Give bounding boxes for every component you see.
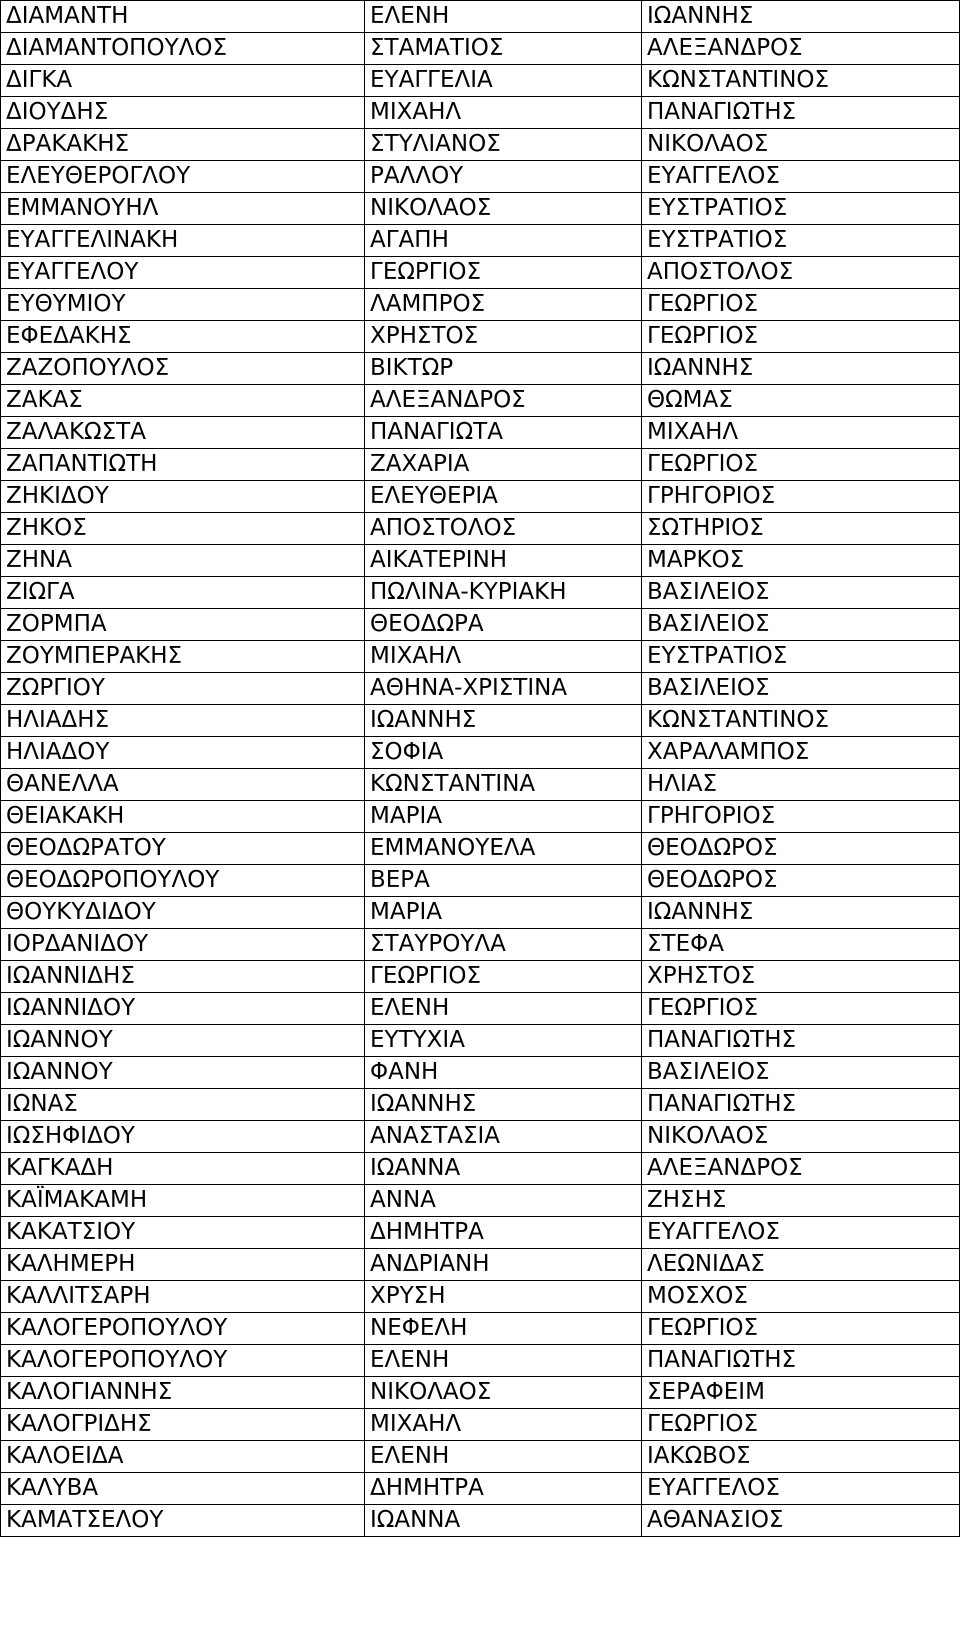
surname-cell: ΕΦΕΔΑΚΗΣ — [1, 321, 365, 353]
table-row — [1, 545, 960, 577]
first-name-cell: ΡΑΛΛΟΥ — [365, 161, 642, 193]
first-name-cell: ΘΕΟΔΩΡΑ — [365, 609, 642, 641]
surname-cell: ΘΕΟΔΩΡΑΤΟΥ — [1, 833, 365, 865]
first-name-cell: ΑΝΑΣΤΑΣΙΑ — [365, 1121, 642, 1153]
table-row — [1, 1409, 960, 1441]
names-table-body — [1, 1, 960, 1537]
first-name-cell: ΕΥΑΓΓΕΛΙΑ — [365, 65, 642, 97]
father-name-cell: ΒΑΣΙΛΕΙΟΣ — [642, 577, 960, 609]
father-name-cell: ΓΕΩΡΓΙΟΣ — [642, 1313, 960, 1345]
table-row — [1, 65, 960, 97]
first-name-cell: ΝΕΦΕΛΗ — [365, 1313, 642, 1345]
surname-cell: ΔΡΑΚΑΚΗΣ — [1, 129, 365, 161]
first-name-cell: ΕΛΕΝΗ — [365, 1, 642, 33]
father-name-cell: ΓΕΩΡΓΙΟΣ — [642, 993, 960, 1025]
first-name-cell: ΑΠΟΣΤΟΛΟΣ — [365, 513, 642, 545]
first-name-cell: ΑΛΕΞΑΝΔΡΟΣ — [365, 385, 642, 417]
father-name-cell: ΗΛΙΑΣ — [642, 769, 960, 801]
father-name-cell: ΠΑΝΑΓΙΩΤΗΣ — [642, 1345, 960, 1377]
table-row — [1, 1505, 960, 1537]
father-name-cell: ΒΑΣΙΛΕΙΟΣ — [642, 609, 960, 641]
table-row — [1, 609, 960, 641]
first-name-cell: ΠΩΛΙΝΑ-ΚΥΡΙΑΚΗ — [365, 577, 642, 609]
table-row — [1, 193, 960, 225]
table-row — [1, 1473, 960, 1505]
table-row — [1, 641, 960, 673]
table-row — [1, 801, 960, 833]
first-name-cell: ΑΓΑΠΗ — [365, 225, 642, 257]
table-row — [1, 833, 960, 865]
father-name-cell: ΒΑΣΙΛΕΙΟΣ — [642, 1057, 960, 1089]
first-name-cell: ΑΝΔΡΙΑΝΗ — [365, 1249, 642, 1281]
table-row — [1, 257, 960, 289]
father-name-cell: ΓΡΗΓΟΡΙΟΣ — [642, 481, 960, 513]
father-name-cell: ΕΥΑΓΓΕΛΟΣ — [642, 161, 960, 193]
first-name-cell: ΙΩΑΝΝΑ — [365, 1153, 642, 1185]
table-row — [1, 705, 960, 737]
table-row — [1, 33, 960, 65]
first-name-cell: ΣΤΥΛΙΑΝΟΣ — [365, 129, 642, 161]
first-name-cell: ΙΩΑΝΝΗΣ — [365, 705, 642, 737]
surname-cell: ΖΟΡΜΠΑ — [1, 609, 365, 641]
father-name-cell: ΓΕΩΡΓΙΟΣ — [642, 289, 960, 321]
father-name-cell: ΠΑΝΑΓΙΩΤΗΣ — [642, 97, 960, 129]
table-row — [1, 289, 960, 321]
surname-cell: ΚΑΜΑΤΣΕΛΟΥ — [1, 1505, 365, 1537]
father-name-cell: ΓΕΩΡΓΙΟΣ — [642, 1409, 960, 1441]
father-name-cell: ΙΩΑΝΝΗΣ — [642, 897, 960, 929]
father-name-cell: ΛΕΩΝΙΔΑΣ — [642, 1249, 960, 1281]
surname-cell: ΖΑΛΑΚΩΣΤΑ — [1, 417, 365, 449]
father-name-cell: ΜΟΣΧΟΣ — [642, 1281, 960, 1313]
surname-cell: ΚΑΛΟΓΕΡΟΠΟΥΛΟΥ — [1, 1313, 365, 1345]
surname-cell: ΚΑΛΟΓΡΙΔΗΣ — [1, 1409, 365, 1441]
table-row — [1, 1025, 960, 1057]
table-row — [1, 161, 960, 193]
father-name-cell: ΕΥΣΤΡΑΤΙΟΣ — [642, 193, 960, 225]
first-name-cell: ΜΙΧΑΗΛ — [365, 97, 642, 129]
surname-cell: ΖΑΚΑΣ — [1, 385, 365, 417]
father-name-cell: ΘΕΟΔΩΡΟΣ — [642, 833, 960, 865]
first-name-cell: ΣΤΑΥΡΟΥΛΑ — [365, 929, 642, 961]
first-name-cell: ΛΑΜΠΡΟΣ — [365, 289, 642, 321]
first-name-cell: ΖΑΧΑΡΙΑ — [365, 449, 642, 481]
table-row — [1, 1185, 960, 1217]
surname-cell: ΙΟΡΔΑΝΙΔΟΥ — [1, 929, 365, 961]
table-row — [1, 769, 960, 801]
surname-cell: ΗΛΙΑΔΟΥ — [1, 737, 365, 769]
surname-cell: ΚΑΛΟΓΙΑΝΝΗΣ — [1, 1377, 365, 1409]
surname-cell: ΙΩΑΝΝΙΔΗΣ — [1, 961, 365, 993]
father-name-cell: ΠΑΝΑΓΙΩΤΗΣ — [642, 1089, 960, 1121]
table-row — [1, 673, 960, 705]
first-name-cell: ΜΙΧΑΗΛ — [365, 641, 642, 673]
table-row — [1, 1153, 960, 1185]
surname-cell: ΚΑΛΗΜΕΡΗ — [1, 1249, 365, 1281]
surname-cell: ΕΥΑΓΓΕΛΙΝΑΚΗ — [1, 225, 365, 257]
table-row — [1, 737, 960, 769]
table-row — [1, 417, 960, 449]
father-name-cell: ΙΩΑΝΝΗΣ — [642, 1, 960, 33]
table-row — [1, 1089, 960, 1121]
father-name-cell: ΘΩΜΑΣ — [642, 385, 960, 417]
first-name-cell: ΔΗΜΗΤΡΑ — [365, 1473, 642, 1505]
first-name-cell: ΜΑΡΙΑ — [365, 801, 642, 833]
surname-cell: ΖΗΚΟΣ — [1, 513, 365, 545]
surname-cell: ΙΩΑΝΝΟΥ — [1, 1057, 365, 1089]
father-name-cell: ΠΑΝΑΓΙΩΤΗΣ — [642, 1025, 960, 1057]
surname-cell: ΘΟΥΚΥΔΙΔΟΥ — [1, 897, 365, 929]
surname-cell: ΖΩΡΓΙΟΥ — [1, 673, 365, 705]
first-name-cell: ΣΟΦΙΑ — [365, 737, 642, 769]
surname-cell: ΔΙΑΜΑΝΤΟΠΟΥΛΟΣ — [1, 33, 365, 65]
first-name-cell: ΝΙΚΟΛΑΟΣ — [365, 1377, 642, 1409]
first-name-cell: ΑΙΚΑΤΕΡΙΝΗ — [365, 545, 642, 577]
surname-cell: ΗΛΙΑΔΗΣ — [1, 705, 365, 737]
table-row — [1, 1281, 960, 1313]
surname-cell: ΔΙΟΥΔΗΣ — [1, 97, 365, 129]
first-name-cell: ΣΤΑΜΑΤΙΟΣ — [365, 33, 642, 65]
surname-cell: ΚΑΓΚΑΔΗ — [1, 1153, 365, 1185]
surname-cell: ΘΕΟΔΩΡΟΠΟΥΛΟΥ — [1, 865, 365, 897]
father-name-cell: ΕΥΑΓΓΕΛΟΣ — [642, 1217, 960, 1249]
first-name-cell: ΕΛΕΝΗ — [365, 1345, 642, 1377]
father-name-cell: ΙΑΚΩΒΟΣ — [642, 1441, 960, 1473]
table-row — [1, 513, 960, 545]
father-name-cell: ΕΥΣΤΡΑΤΙΟΣ — [642, 225, 960, 257]
surname-cell: ΔΙΓΚΑ — [1, 65, 365, 97]
table-row — [1, 897, 960, 929]
first-name-cell: ΧΡΗΣΤΟΣ — [365, 321, 642, 353]
father-name-cell: ΚΩΝΣΤΑΝΤΙΝΟΣ — [642, 705, 960, 737]
surname-cell: ΚΑΛΟΕΙΔΑ — [1, 1441, 365, 1473]
father-name-cell: ΣΕΡΑΦΕΙΜ — [642, 1377, 960, 1409]
father-name-cell: ΜΑΡΚΟΣ — [642, 545, 960, 577]
first-name-cell: ΓΕΩΡΓΙΟΣ — [365, 961, 642, 993]
first-name-cell: ΒΙΚΤΩΡ — [365, 353, 642, 385]
father-name-cell: ΚΩΝΣΤΑΝΤΙΝΟΣ — [642, 65, 960, 97]
table-row — [1, 353, 960, 385]
table-row — [1, 225, 960, 257]
father-name-cell: ΑΘΑΝΑΣΙΟΣ — [642, 1505, 960, 1537]
table-row — [1, 1345, 960, 1377]
first-name-cell: ΕΥΤΥΧΙΑ — [365, 1025, 642, 1057]
first-name-cell: ΦΑΝΗ — [365, 1057, 642, 1089]
table-row — [1, 1313, 960, 1345]
table-row — [1, 929, 960, 961]
table-row — [1, 961, 960, 993]
surname-cell: ΚΑΚΑΤΣΙΟΥ — [1, 1217, 365, 1249]
father-name-cell: ΙΩΑΝΝΗΣ — [642, 353, 960, 385]
father-name-cell: ΑΛΕΞΑΝΔΡΟΣ — [642, 33, 960, 65]
first-name-cell: ΧΡΥΣΗ — [365, 1281, 642, 1313]
father-name-cell: ΓΕΩΡΓΙΟΣ — [642, 321, 960, 353]
surname-cell: ΙΩΑΝΝΙΔΟΥ — [1, 993, 365, 1025]
first-name-cell: ΓΕΩΡΓΙΟΣ — [365, 257, 642, 289]
father-name-cell: ΘΕΟΔΩΡΟΣ — [642, 865, 960, 897]
father-name-cell: ΕΥΣΤΡΑΤΙΟΣ — [642, 641, 960, 673]
table-row — [1, 321, 960, 353]
first-name-cell: ΕΛΕΝΗ — [365, 993, 642, 1025]
surname-cell: ΖΗΝΑ — [1, 545, 365, 577]
table-row — [1, 1441, 960, 1473]
surname-cell: ΕΥΘΥΜΙΟΥ — [1, 289, 365, 321]
surname-cell: ΖΟΥΜΠΕΡΑΚΗΣ — [1, 641, 365, 673]
table-row — [1, 1057, 960, 1089]
surname-cell: ΚΑΛΥΒΑ — [1, 1473, 365, 1505]
surname-cell: ΕΥΑΓΓΕΛΟΥ — [1, 257, 365, 289]
first-name-cell: ΕΛΕΥΘΕΡΙΑ — [365, 481, 642, 513]
table-row — [1, 577, 960, 609]
surname-cell: ΖΙΩΓΑ — [1, 577, 365, 609]
table-row — [1, 1, 960, 33]
surname-cell: ΙΩΑΝΝΟΥ — [1, 1025, 365, 1057]
father-name-cell: ΣΤΕΦΑ — [642, 929, 960, 961]
surname-cell: ΚΑΛΟΓΕΡΟΠΟΥΛΟΥ — [1, 1345, 365, 1377]
surname-cell: ΚΑΪΜΑΚΑΜΗ — [1, 1185, 365, 1217]
first-name-cell: ΑΝΝΑ — [365, 1185, 642, 1217]
father-name-cell: ΜΙΧΑΗΛ — [642, 417, 960, 449]
father-name-cell: ΑΠΟΣΤΟΛΟΣ — [642, 257, 960, 289]
father-name-cell: ΖΗΣΗΣ — [642, 1185, 960, 1217]
table-row — [1, 129, 960, 161]
first-name-cell: ΚΩΝΣΤΑΝΤΙΝΑ — [365, 769, 642, 801]
table-row — [1, 865, 960, 897]
table-row — [1, 97, 960, 129]
surname-cell: ΔΙΑΜΑΝΤΗ — [1, 1, 365, 33]
father-name-cell: ΓΡΗΓΟΡΙΟΣ — [642, 801, 960, 833]
table-row — [1, 385, 960, 417]
father-name-cell: ΧΑΡΑΛΑΜΠΟΣ — [642, 737, 960, 769]
surname-cell: ΘΕΙΑΚΑΚΗ — [1, 801, 365, 833]
surname-cell: ΕΛΕΥΘΕΡΟΓΛΟΥ — [1, 161, 365, 193]
father-name-cell: ΧΡΗΣΤΟΣ — [642, 961, 960, 993]
first-name-cell: ΜΙΧΑΗΛ — [365, 1409, 642, 1441]
first-name-cell: ΕΛΕΝΗ — [365, 1441, 642, 1473]
first-name-cell: ΑΘΗΝΑ-ΧΡΙΣΤΙΝΑ — [365, 673, 642, 705]
surname-cell: ΙΩΣΗΦΙΔΟΥ — [1, 1121, 365, 1153]
table-row — [1, 1217, 960, 1249]
surname-cell: ΖΗΚΙΔΟΥ — [1, 481, 365, 513]
first-name-cell: ΔΗΜΗΤΡΑ — [365, 1217, 642, 1249]
table-row — [1, 449, 960, 481]
first-name-cell: ΜΑΡΙΑ — [365, 897, 642, 929]
surname-cell: ΙΩΝΑΣ — [1, 1089, 365, 1121]
first-name-cell: ΙΩΑΝΝΗΣ — [365, 1089, 642, 1121]
father-name-cell: ΕΥΑΓΓΕΛΟΣ — [642, 1473, 960, 1505]
first-name-cell: ΠΑΝΑΓΙΩΤΑ — [365, 417, 642, 449]
table-row — [1, 993, 960, 1025]
surname-cell: ΖΑΠΑΝΤΙΩΤΗ — [1, 449, 365, 481]
table-row — [1, 1377, 960, 1409]
first-name-cell: ΒΕΡΑ — [365, 865, 642, 897]
first-name-cell: ΝΙΚΟΛΑΟΣ — [365, 193, 642, 225]
first-name-cell: ΕΜΜΑΝΟΥΕΛΑ — [365, 833, 642, 865]
first-name-cell: ΙΩΑΝΝΑ — [365, 1505, 642, 1537]
surname-cell: ΕΜΜΑΝΟΥΗΛ — [1, 193, 365, 225]
table-row — [1, 481, 960, 513]
surname-cell: ΚΑΛΛΙΤΣΑΡΗ — [1, 1281, 365, 1313]
father-name-cell: ΝΙΚΟΛΑΟΣ — [642, 129, 960, 161]
surname-cell: ΘΑΝΕΛΛΑ — [1, 769, 365, 801]
father-name-cell: ΒΑΣΙΛΕΙΟΣ — [642, 673, 960, 705]
father-name-cell: ΓΕΩΡΓΙΟΣ — [642, 449, 960, 481]
table-row — [1, 1121, 960, 1153]
father-name-cell: ΝΙΚΟΛΑΟΣ — [642, 1121, 960, 1153]
father-name-cell: ΣΩΤΗΡΙΟΣ — [642, 513, 960, 545]
table-row — [1, 1249, 960, 1281]
father-name-cell: ΑΛΕΞΑΝΔΡΟΣ — [642, 1153, 960, 1185]
surname-cell: ΖΑΖΟΠΟΥΛΟΣ — [1, 353, 365, 385]
